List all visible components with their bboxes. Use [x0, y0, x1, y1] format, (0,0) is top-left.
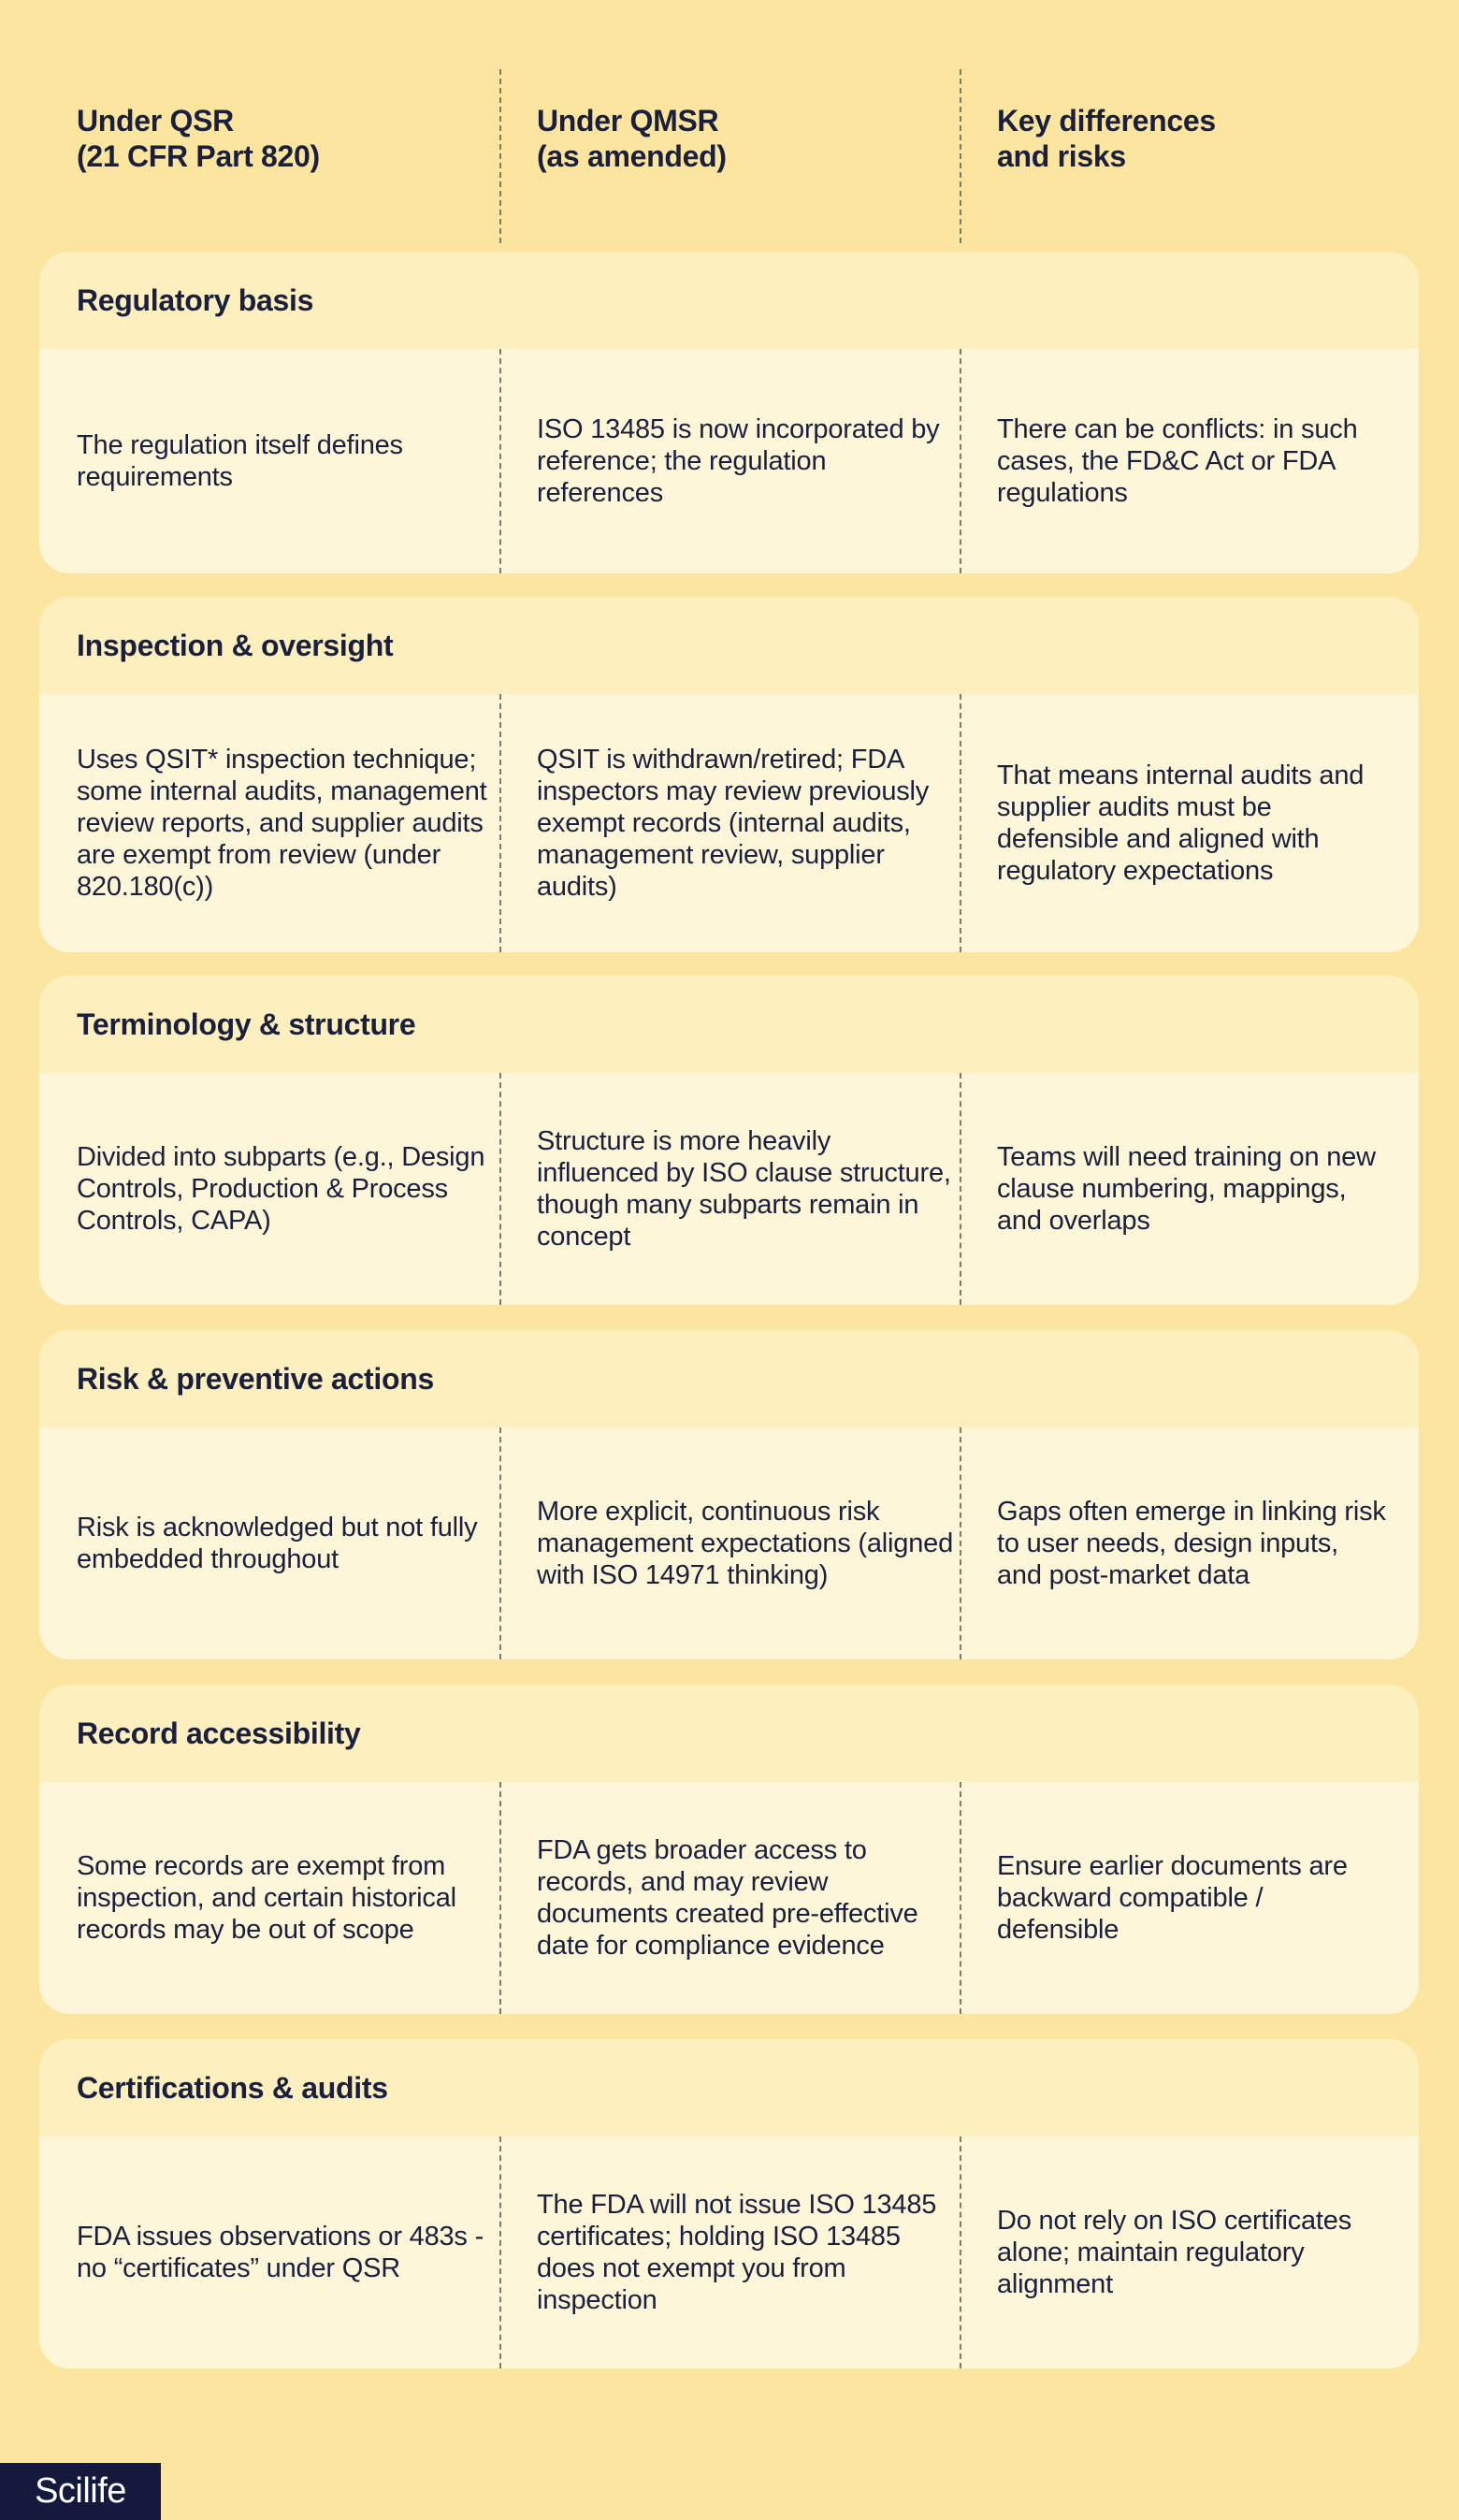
cell-text: Divided into subparts (e.g., Design Controls, Production & Process Controls, CAPA)	[77, 1142, 485, 1236]
section-inspection-oversight	[39, 597, 1419, 952]
section-regulatory-basis	[39, 252, 1419, 573]
section-record-accessibility	[39, 1685, 1419, 2014]
cell-qsr	[77, 1073, 488, 1305]
cell-qmsr	[537, 1427, 958, 1659]
section-risk-preventive	[39, 1330, 1419, 1659]
cell-differences	[997, 349, 1390, 573]
cell-text: ISO 13485 is now incorporated by reference; the regulation references	[537, 414, 940, 508]
cell-divider-1	[499, 349, 501, 573]
section-title: Risk & preventive actions	[77, 1362, 434, 1396]
cell-text: FDA issues observations or 483s - no “certificates” under QSR	[77, 2222, 484, 2283]
column-header-qmsr: Under QMSR (as amended)	[537, 104, 727, 173]
cell-qsr	[77, 349, 488, 573]
cell-text: The FDA will not issue ISO 13485 certificates; holding ISO 13485 does not exempt you from inspection	[537, 2190, 937, 2315]
cell-text: The regulation itself defines requirements	[77, 430, 403, 492]
cell-qmsr	[537, 1073, 958, 1305]
cell-differences	[997, 1427, 1390, 1659]
section-header	[39, 1330, 1419, 1427]
section-header	[39, 597, 1419, 694]
cell-qsr	[77, 2136, 488, 2368]
cell-divider-1	[499, 1427, 501, 1659]
cell-text: Uses QSIT* inspection technique; some internal audits, management review reports, and supplier audits are exempt from review (under 820.180(c))	[77, 745, 487, 902]
cell-qmsr	[537, 694, 958, 952]
section-title: Certifications & audits	[77, 2071, 388, 2105]
section-title: Record accessibility	[77, 1716, 361, 1750]
cell-text: There can be conflicts: in such cases, the FD&C Act or FDA regulations	[997, 414, 1358, 508]
cell-qsr	[77, 1427, 488, 1659]
column-header-qsr: Under QSR (21 CFR Part 820)	[77, 104, 320, 173]
section-certifications-audits	[39, 2039, 1419, 2368]
cell-qsr	[77, 1782, 488, 2014]
cell-text: FDA gets broader access to records, and may review documents created pre-effective date for compliance evidence	[537, 1835, 918, 1961]
section-title: Inspection & oversight	[77, 629, 394, 662]
cell-divider-2	[960, 2136, 961, 2368]
cell-differences	[997, 694, 1390, 952]
cell-text: Some records are exempt from inspection, and certain historical records may be out of scope	[77, 1851, 456, 1945]
cell-differences	[997, 1782, 1390, 2014]
cell-divider-2	[960, 1073, 961, 1305]
cell-qmsr	[537, 2136, 958, 2368]
section-header	[39, 1685, 1419, 1782]
cell-divider-2	[960, 1782, 961, 2014]
cell-qmsr	[537, 1782, 958, 2014]
column-header-row	[0, 0, 1459, 243]
cell-divider-1	[499, 694, 501, 952]
cell-qsr	[77, 694, 488, 952]
cell-divider-1	[499, 1782, 501, 2014]
cell-qmsr	[537, 349, 958, 573]
cell-differences	[997, 2136, 1390, 2368]
section-terminology-structure	[39, 976, 1419, 1305]
cell-divider-1	[499, 1073, 501, 1305]
cell-text: Structure is more heavily influenced by ISO clause structure, though many subparts remain in concept	[537, 1126, 951, 1252]
section-title: Regulatory basis	[77, 283, 314, 317]
cell-text: Teams will need training on new clause numbering, mappings, and overlaps	[997, 1142, 1376, 1236]
cell-text: Gaps often emerge in linking risk to user needs, design inputs, and post-market data	[997, 1497, 1386, 1590]
header-divider-2	[960, 69, 961, 243]
column-header-differences: Key differences and risks	[997, 104, 1216, 173]
cell-text: Ensure earlier documents are backward compatible / defensible	[997, 1851, 1348, 1945]
scilife-logo: Scilife	[0, 2463, 161, 2520]
cell-text: More explicit, continuous risk management expectations (aligned with ISO 14971 thinking)	[537, 1497, 953, 1590]
cell-text: Do not rely on ISO certificates alone; maintain regulatory alignment	[997, 2206, 1352, 2299]
section-header	[39, 976, 1419, 1073]
section-title: Terminology & structure	[77, 1007, 416, 1041]
cell-divider-1	[499, 2136, 501, 2368]
cell-text: Risk is acknowledged but not fully embedded throughout	[77, 1513, 478, 1574]
cell-divider-2	[960, 694, 961, 952]
section-header	[39, 252, 1419, 349]
cell-text: That means internal audits and supplier audits must be defensible and aligned with regulatory expectations	[997, 760, 1365, 886]
cell-divider-2	[960, 349, 961, 573]
header-divider-1	[499, 69, 501, 243]
cell-divider-2	[960, 1427, 961, 1659]
cell-differences	[997, 1073, 1390, 1305]
cell-text: QSIT is withdrawn/retired; FDA inspectors may review previously exempt records (internal audits, management review, supplier audits)	[537, 745, 930, 902]
section-header	[39, 2039, 1419, 2136]
